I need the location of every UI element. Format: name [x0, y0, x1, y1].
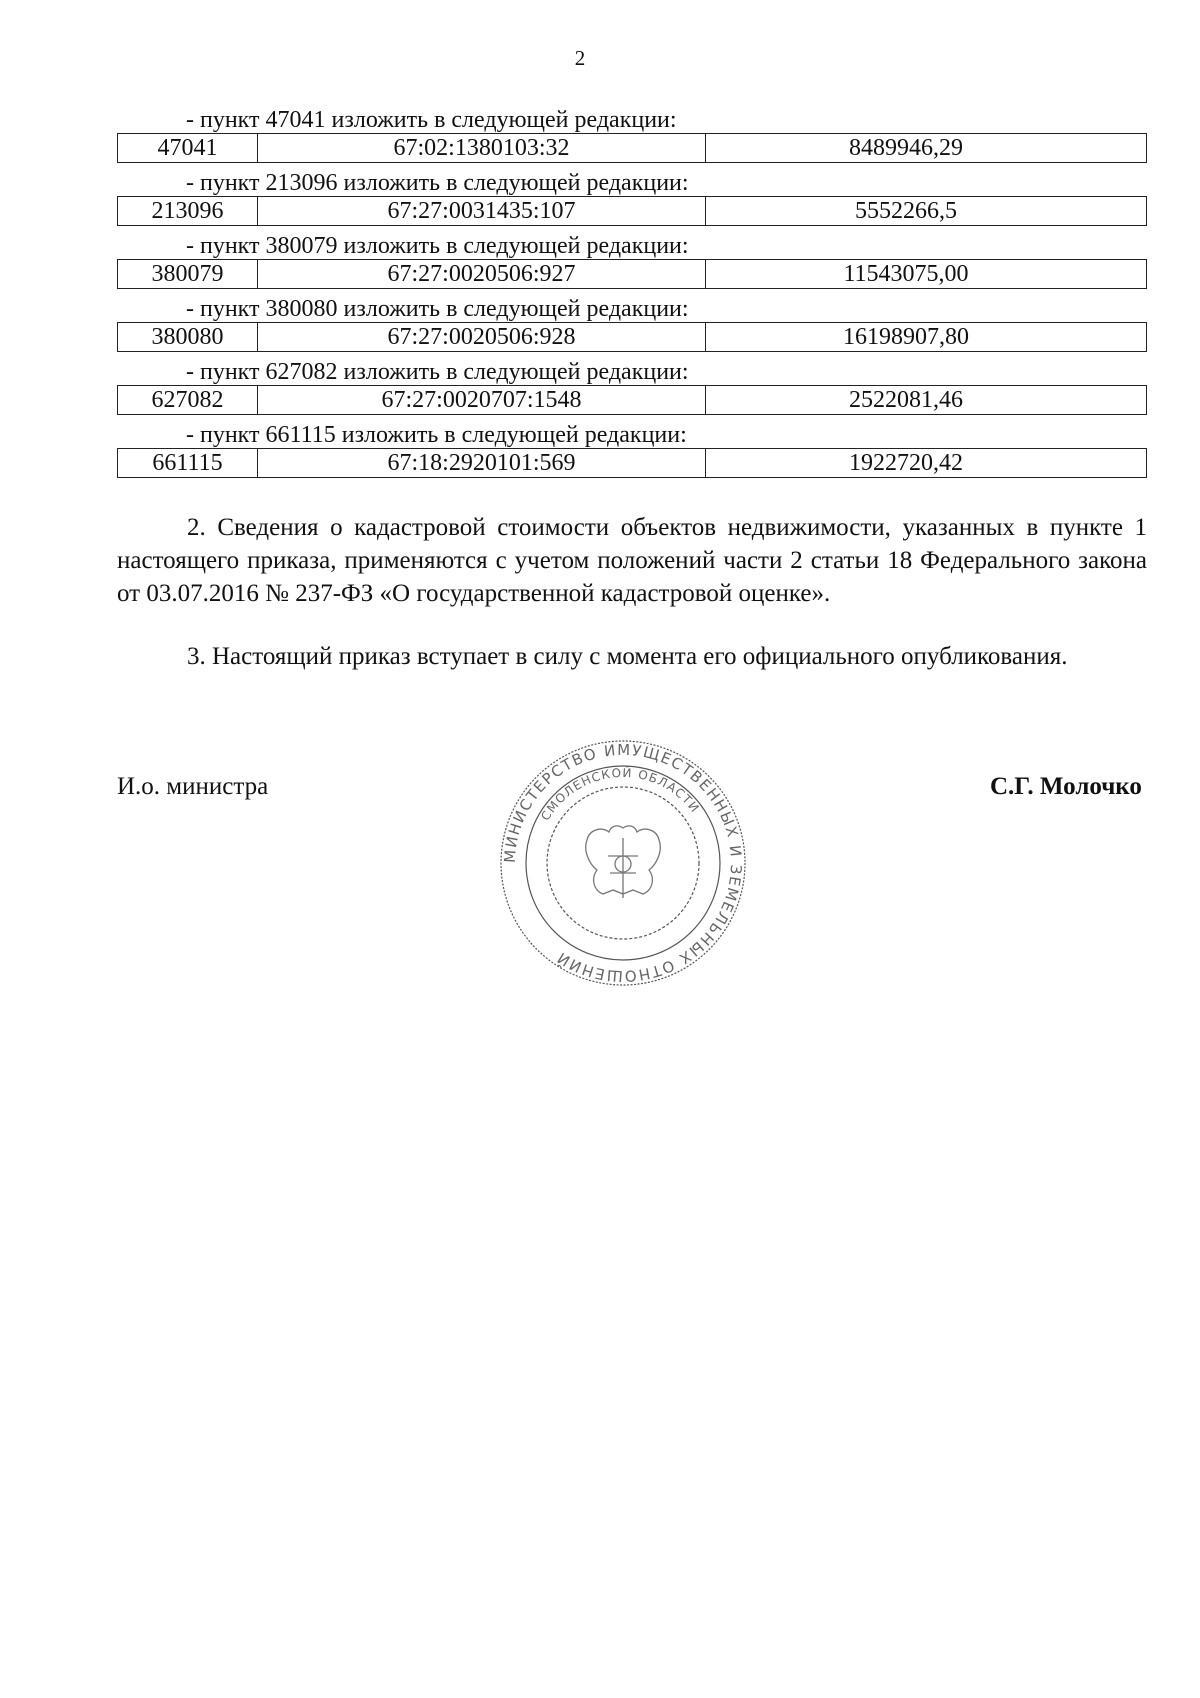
- cadastral-number-cell: 67:02:1380103:32: [258, 134, 706, 162]
- amendment-row: [117, 133, 1147, 163]
- cadastral-number-cell: 67:27:0031435:107: [258, 197, 706, 225]
- amendments-list: [117, 107, 1147, 485]
- cadastral-number-cell: 67:27:0020506:927: [258, 260, 706, 288]
- amendment-caption: - пункт 661115 изложить в следующей редакции:: [186, 422, 687, 448]
- signer-title: И.о. министра: [117, 773, 269, 800]
- amendment-row: [117, 385, 1147, 415]
- point-number-cell: 380079: [118, 260, 258, 288]
- point-number-cell: 213096: [118, 197, 258, 225]
- seal-outer-text: МИНИСТЕРСТВО ИМУЩЕСТВЕННЫХ И ЗЕМЕЛЬНЫХ ОТНОШЕНИЙ: [500, 740, 746, 986]
- cadastral-value-cell: 8489946,29: [849, 135, 963, 161]
- cadastral-value-cell: 11543075,00: [843, 261, 969, 287]
- amendment-row: [117, 259, 1147, 289]
- amendment-caption: - пункт 380079 изложить в следующей редакции:: [186, 233, 689, 259]
- cadastral-value-cell: 2522081,46: [849, 387, 963, 413]
- point-number-cell: 661115: [118, 449, 258, 477]
- cadastral-number-cell: 67:18:2920101:569: [258, 449, 706, 477]
- cadastral-value-cell: 1922720,42: [849, 450, 963, 476]
- cadastral-value-cell: 5552266,5: [855, 198, 957, 224]
- amendment-row: [117, 322, 1147, 352]
- point-number-cell: 627082: [118, 386, 258, 414]
- paragraph-2: 2. Сведения о кадастровой стоимости объектов недвижимости, указанных в пункте 1 настоящего приказа, применяются с учетом положений части 2 статьи 18 Федерального закона от 03.07.2016 № 237-ФЗ «О государственной кадастровой оценке».: [117, 514, 1147, 607]
- amendment-row: [117, 196, 1147, 226]
- amendment-row: [117, 448, 1147, 478]
- point-number-cell: 380080: [118, 323, 258, 351]
- amendment-caption: - пункт 380080 изложить в следующей редакции:: [186, 296, 689, 322]
- official-seal: [498, 738, 748, 988]
- page-number: 2: [574, 46, 586, 70]
- paragraph-3: 3. Настоящий приказ вступает в силу с момента его официального опубликования.: [187, 643, 1068, 670]
- cadastral-value-cell: 16198907,80: [843, 324, 969, 350]
- signer-name: С.Г. Молочко: [990, 773, 1142, 800]
- amendment-caption: - пункт 627082 изложить в следующей редакции:: [186, 359, 689, 385]
- cadastral-number-cell: 67:27:0020707:1548: [258, 386, 706, 414]
- point-number-cell: 47041: [118, 134, 258, 162]
- cadastral-number-cell: 67:27:0020506:928: [258, 323, 706, 351]
- amendment-caption: - пункт 213096 изложить в следующей редакции:: [186, 170, 689, 196]
- amendment-caption: - пункт 47041 изложить в следующей редакции:: [186, 107, 677, 133]
- double-headed-eagle-icon: [586, 826, 661, 898]
- seal-inner-text: СМОЛЕНСКОЙ ОБЛАСТИ: [538, 765, 703, 824]
